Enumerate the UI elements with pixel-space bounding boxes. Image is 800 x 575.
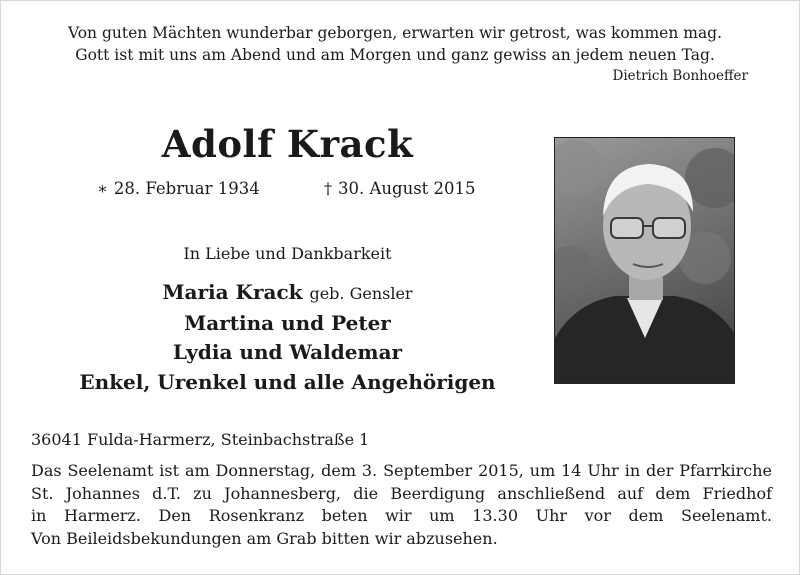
service-info-line: in Harmerz. Den Rosenkranz beten wir um 13.30 Uhr vor dem Seelenamt. [31, 506, 772, 525]
mourner-item [60, 368, 515, 398]
service-info-line: Von Beileidsbekundungen am Grab bitten wir abzusehen. [31, 528, 498, 548]
dedication: In Liebe und Dankbarkeit [183, 244, 392, 263]
death-date-text: 30. August 2015 [338, 179, 476, 198]
mourner-name: Enkel, Urenkel und alle Angehörigen [79, 369, 496, 394]
service-info-line: St. Johannes d.T. zu Johannesberg, die Beerdigung anschließend auf dem Friedhof [31, 483, 772, 503]
death-date [324, 179, 476, 198]
quote-author: Dietrich Bonhoeffer [612, 68, 748, 84]
quote-line-1: Von guten Mächten wunderbar geborgen, erwarten wir getrost, was kommen mag. [67, 24, 723, 42]
portrait-photo [554, 137, 735, 384]
mourner-item [60, 278, 515, 309]
birth-star-icon: ∗ [97, 179, 108, 198]
birth-date [97, 179, 260, 198]
address: 36041 Fulda-Harmerz, Steinbachstraße 1 [31, 430, 370, 449]
cross-icon: † [324, 179, 332, 198]
mourner-note: geb. Gensler [309, 284, 413, 303]
deceased-name: Adolf Krack [161, 122, 414, 166]
quote [40, 22, 750, 66]
quote-line-2: Gott ist mit uns am Abend und am Morgen und ganz gewiss an jedem neuen Tag. [75, 46, 715, 64]
service-info-line: Das Seelenamt ist am Donnerstag, dem 3. September 2015, um 14 Uhr in der Pfarrkirche [31, 461, 772, 480]
mourner-item [60, 338, 515, 368]
service-info [31, 460, 772, 550]
mourner-name: Martina und Peter [184, 310, 391, 335]
portrait-illustration [555, 138, 734, 383]
mourner-item [60, 309, 515, 339]
mourner-name: Maria Krack [162, 280, 303, 304]
mourners-list [60, 278, 515, 397]
mourner-name: Lydia und Waldemar [172, 340, 403, 364]
birth-date-text: 28. Februar 1934 [113, 179, 260, 198]
